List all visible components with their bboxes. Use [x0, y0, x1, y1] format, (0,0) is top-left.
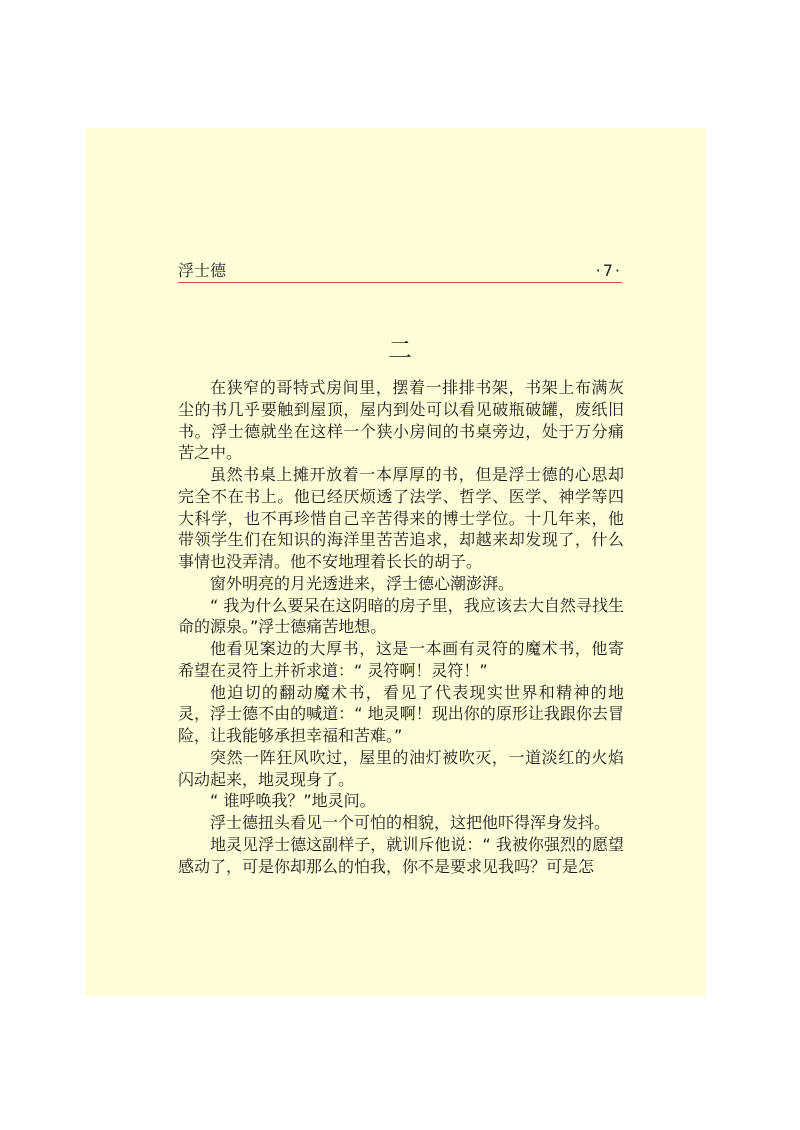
page-number: ·7·: [595, 261, 622, 280]
paragraph: 在狭窄的哥特式房间里，摆着一排排书架，书架上布满灰尘的书几乎要触到屋顶，屋内到处可以看见破瓶破罐，废纸旧书。浮士德就坐在这样一个狭小房间的书桌旁边，处于万分痛苦之中。: [178, 378, 624, 463]
paragraph: 突然一阵狂风吹过，屋里的油灯被吹灭，一道淡红的火焰闪动起来，地灵现身了。: [178, 747, 624, 789]
paragraph: 虽然书桌上摊开放着一本厚厚的书，但是浮士德的心思却完全不在书上。他已经厌烦透了法学、哲学、医学、神学等四大科学，也不再珍惜自己辛苦得来的博士学位。十几年来，他带领学生们在知识的海洋里苦苦追求，却越来却发现了，什么事情也没弄清。他不安地理着长长的胡子。: [178, 465, 624, 571]
paragraph: 他看见案边的大厚书，这是一本画有灵符的魔术书，他寄希望在灵符上并祈求道：“ 灵符啊！灵符！”: [178, 639, 624, 680]
paragraph: 地灵见浮士德这副样子，就训斥他说：“ 我被你强烈的愿望感动了，可是你却那么的怕我，你不是要求见我吗？可是怎: [178, 834, 624, 876]
paragraph: 窗外明亮的月光透进来，浮士德心潮澎湃。: [210, 573, 515, 593]
paragraph: 浮士德扭头看见一个可怕的相貌，这把他吓得浑身发抖。: [210, 813, 611, 832]
paragraph: 他迫切的翻动魔术书，看见了代表现实世界和精神的地灵，浮士德不由的喊道：“ 地灵啊！现出你的原形让我跟你去冒险，让我能够承担幸福和苦难。”: [178, 682, 624, 745]
book-title: 浮士德: [178, 261, 227, 280]
body-text: [178, 377, 624, 877]
running-head: [178, 262, 622, 283]
chapter-number: 二: [388, 336, 412, 364]
paragraph: “ 谁呼唤我？”地灵问。: [210, 791, 376, 811]
paragraph: “ 我为什么要呆在这阴暗的房子里，我应该去大自然寻找生命的源泉。”浮士德痛苦地想。: [178, 595, 624, 637]
